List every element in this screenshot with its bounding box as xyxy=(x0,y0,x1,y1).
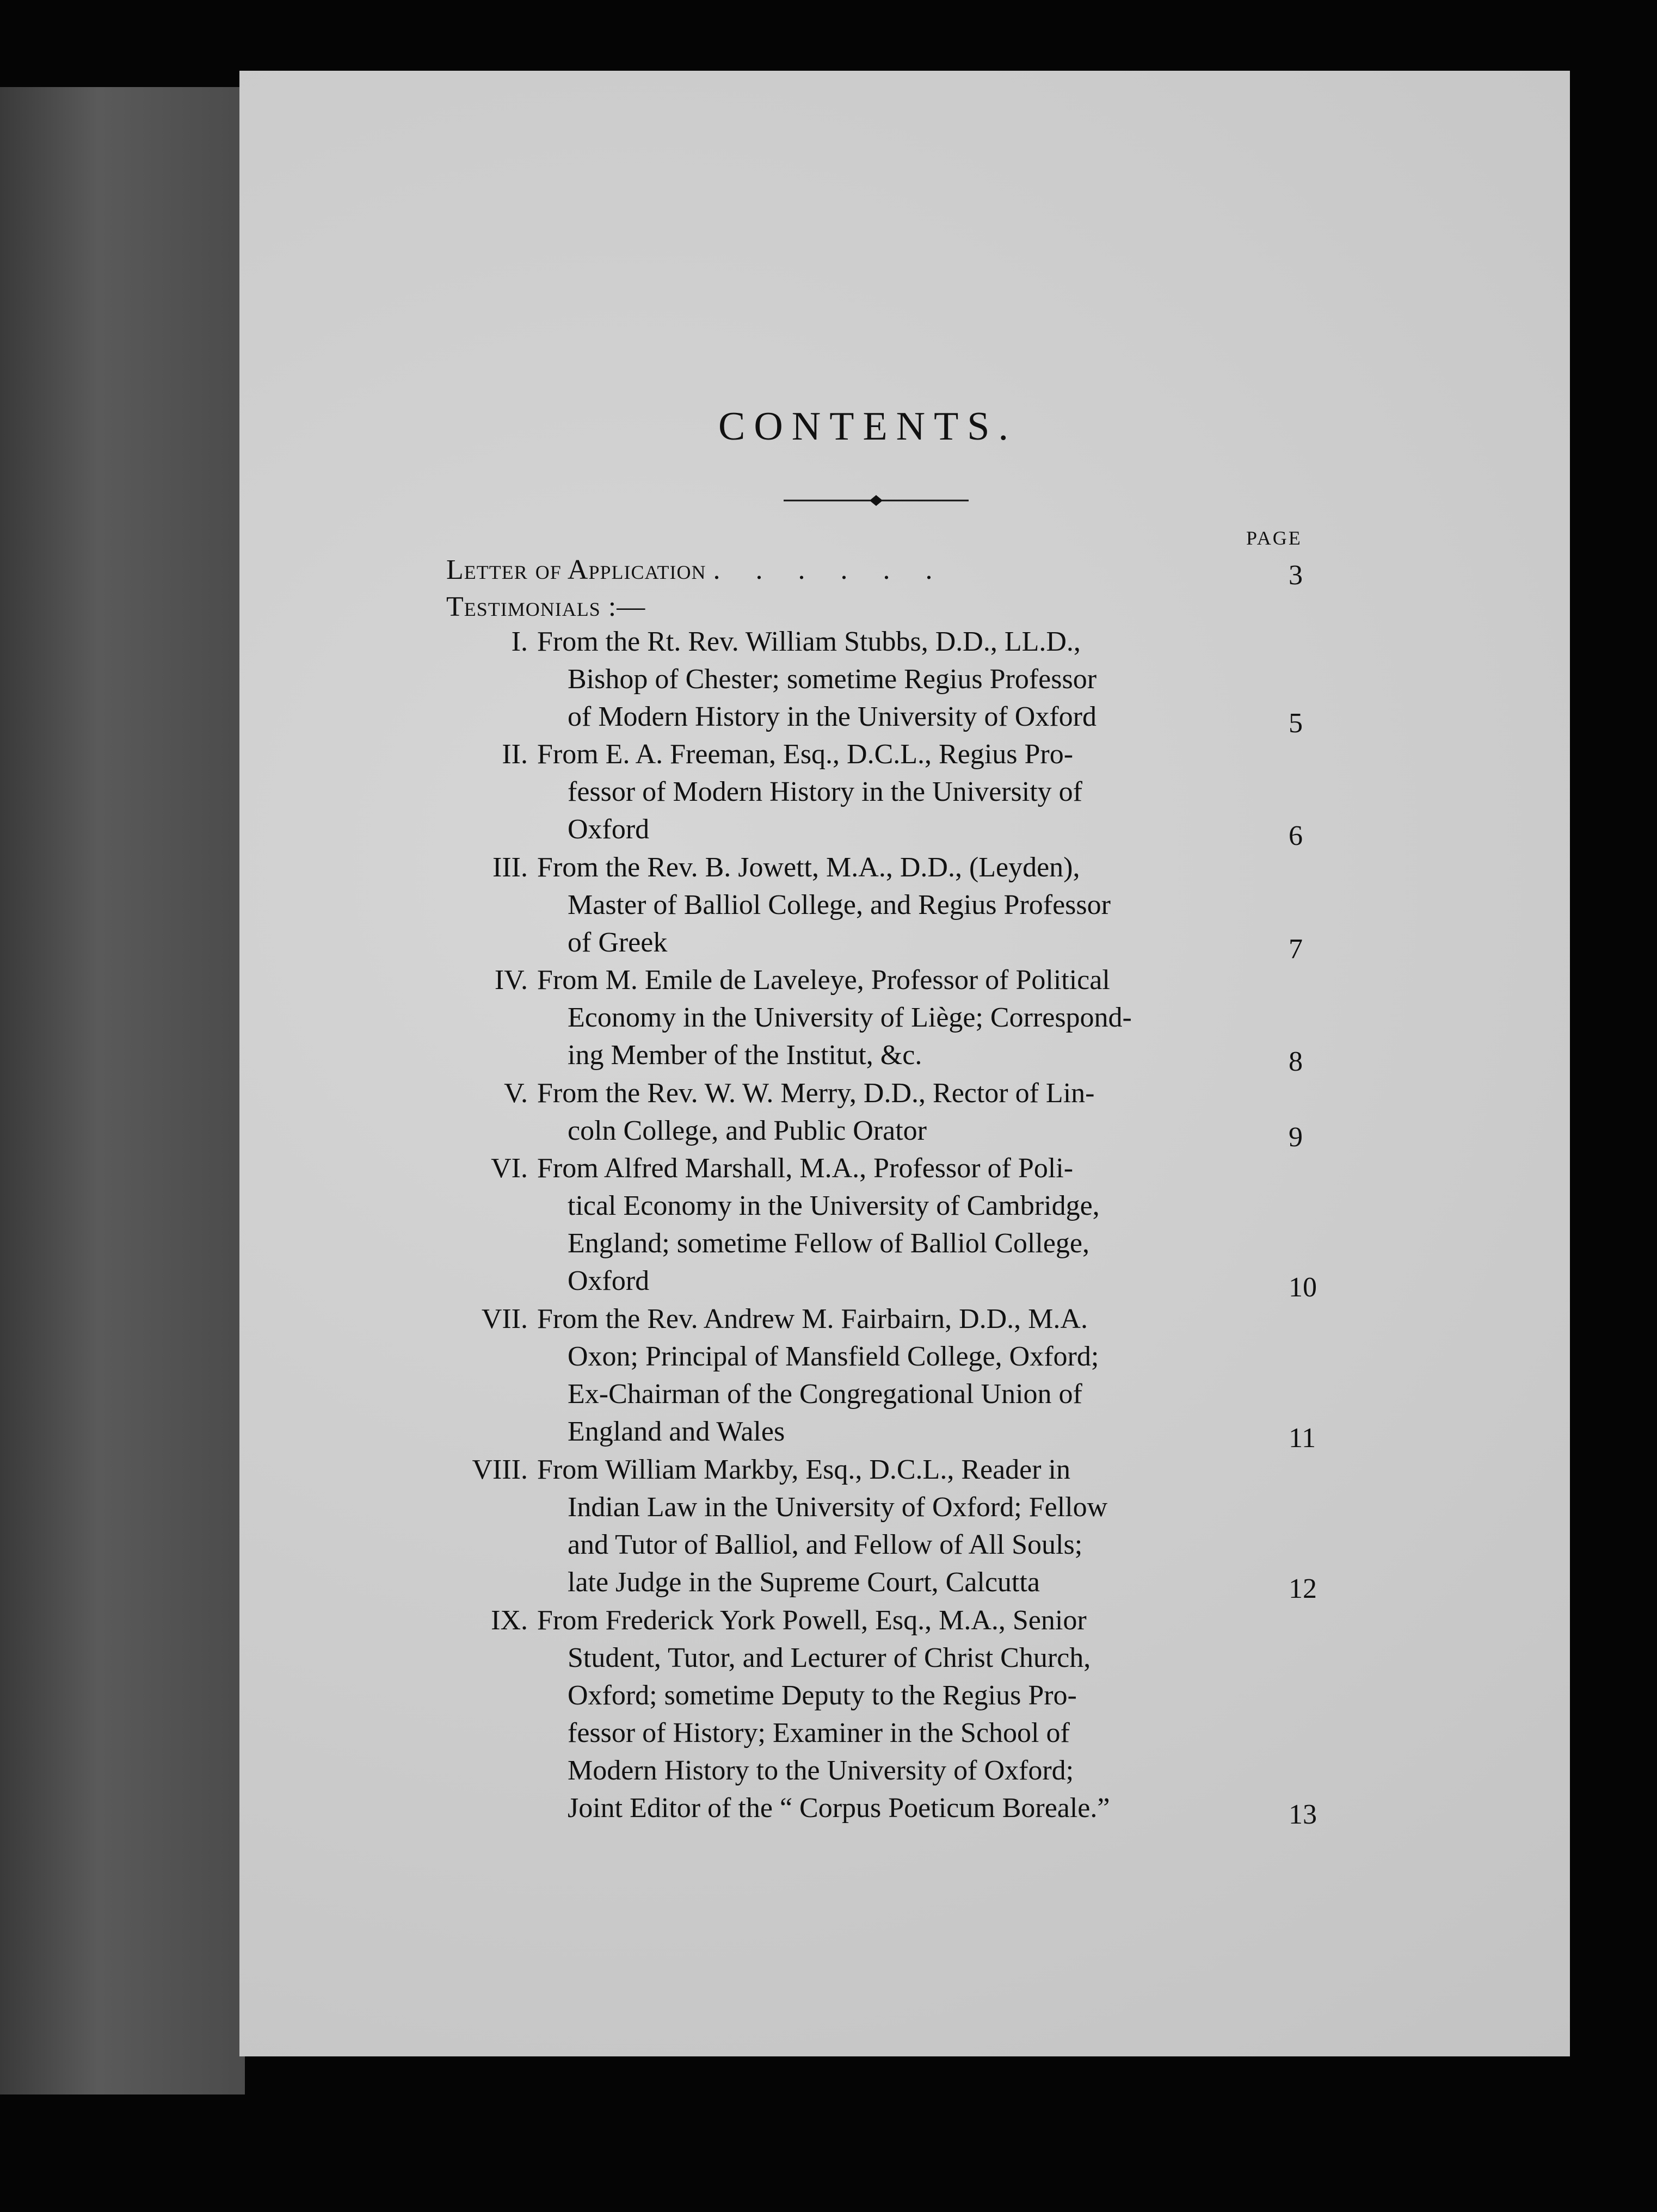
toc-entry-line: Oxford; sometime Deputy to the Regius Pro- xyxy=(568,1680,1077,1711)
toc-entry-line: From Frederick York Powell, Esq., M.A., Senior xyxy=(537,1605,1087,1636)
toc-entry-line: tical Economy in the University of Cambridge, xyxy=(568,1190,1100,1221)
toc-page-number: 9 xyxy=(1289,1122,1303,1153)
toc-page-number: 10 xyxy=(1289,1272,1317,1303)
toc-entry-number: I. xyxy=(511,626,528,657)
toc-entry-number: V. xyxy=(504,1078,528,1109)
toc-page-number: 11 xyxy=(1289,1423,1316,1454)
toc-entry-line: From Alfred Marshall, M.A., Professor of Poli- xyxy=(537,1153,1074,1184)
toc-entry-line: Indian Law in the University of Oxford; Fellow xyxy=(568,1492,1108,1523)
toc-entry-line: From the Rt. Rev. William Stubbs, D.D., LL.D., xyxy=(537,626,1081,657)
toc-entry-line: Master of Balliol College, and Regius Professor xyxy=(568,889,1111,920)
toc-entry-line: of Modern History in the University of Oxford xyxy=(568,701,1097,732)
toc-entry-line: Joint Editor of the “ Corpus Poeticum Boreale.” xyxy=(568,1793,1110,1824)
toc-entry-number: IX. xyxy=(491,1605,528,1636)
toc-entry-line: Oxford xyxy=(568,814,650,845)
toc-page-number: 7 xyxy=(1289,934,1303,965)
toc-entry-line: England; sometime Fellow of Balliol College, xyxy=(568,1228,1089,1259)
toc-entry-line: From the Rev. B. Jowett, M.A., D.D., (Leyden), xyxy=(537,852,1080,883)
toc-entry-line: Economy in the University of Liège; Correspond- xyxy=(568,1002,1132,1033)
toc-entry-line: From the Rev. W. W. Merry, D.D., Rector of Lin- xyxy=(537,1078,1095,1109)
toc-entry-number: VI. xyxy=(491,1153,528,1184)
toc-entry-line: From E. A. Freeman, Esq., D.C.L., Regius Pro- xyxy=(537,739,1074,770)
toc-testimonials-heading: Testimonials :— xyxy=(446,591,646,622)
page-title: CONTENTS. xyxy=(718,404,1017,449)
toc-entry-number: II. xyxy=(502,739,528,770)
toc-entry-number: III. xyxy=(492,852,528,883)
toc-entry-number: VIII. xyxy=(472,1454,528,1485)
toc-entry-number: VII. xyxy=(481,1303,528,1334)
toc-page-number: 5 xyxy=(1289,708,1303,739)
toc-entry-line: Oxford xyxy=(568,1265,650,1296)
toc-entry-line: late Judge in the Supreme Court, Calcutta xyxy=(568,1567,1040,1598)
toc-page-number: 8 xyxy=(1289,1046,1303,1077)
toc-entry-title: Letter of Application xyxy=(446,554,706,585)
toc-letter-of-application: Letter of Application . . . . . . xyxy=(446,554,933,585)
toc-page-number: 13 xyxy=(1289,1799,1317,1830)
page-column-label: PAGE xyxy=(1246,527,1302,549)
toc-entry-line: From the Rev. Andrew M. Fairbairn, D.D., M.A. xyxy=(537,1303,1088,1334)
toc-entry-line: of Greek xyxy=(568,927,668,958)
toc-entry-line: Student, Tutor, and Lecturer of Christ Church, xyxy=(568,1642,1091,1673)
toc-entry-line: Bishop of Chester; sometime Regius Professor xyxy=(568,664,1097,695)
toc-page-number: 12 xyxy=(1289,1573,1317,1604)
toc-entry-line: coln College, and Public Orator xyxy=(568,1115,927,1146)
toc-entry-line: ing Member of the Institut, &c. xyxy=(568,1040,922,1071)
toc-entry-line: Modern History to the University of Oxford; xyxy=(568,1755,1074,1786)
toc-entry-line: Ex-Chairman of the Congregational Union of xyxy=(568,1379,1082,1410)
toc-entry-line: From William Markby, Esq., D.C.L., Reader in xyxy=(537,1454,1071,1485)
toc-entry-line: and Tutor of Balliol, and Fellow of All Souls; xyxy=(568,1529,1083,1560)
toc-entry-line: fessor of Modern History in the University of xyxy=(568,776,1082,807)
toc-entry-line: England and Wales xyxy=(568,1416,785,1447)
toc-entry-number: IV. xyxy=(494,965,528,996)
toc-page-number: 6 xyxy=(1289,820,1303,851)
toc-entry-line: fessor of History; Examiner in the School of xyxy=(568,1717,1070,1748)
toc-page-number: 3 xyxy=(1289,560,1303,591)
toc-entry-line: Oxon; Principal of Mansfield College, Oxford; xyxy=(568,1341,1099,1372)
toc-entry-line: From M. Emile de Laveleye, Professor of Political xyxy=(537,965,1110,996)
